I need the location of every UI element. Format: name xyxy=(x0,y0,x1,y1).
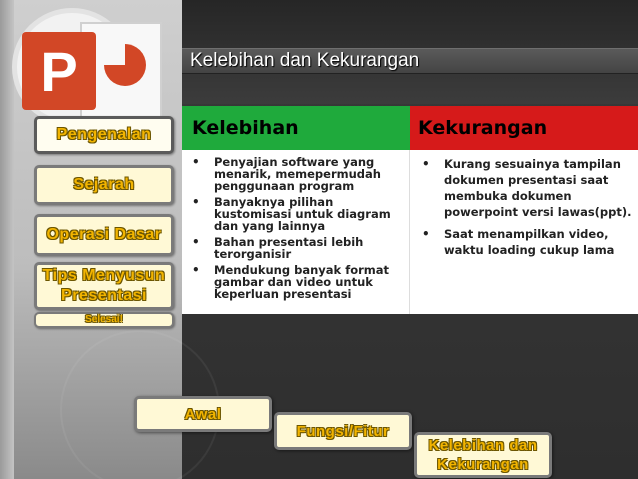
kelebihan-kekurangan-button-label: Kelebihan dan Kekurangan xyxy=(428,437,538,473)
kekurangan-header: Kekurangan xyxy=(410,106,638,150)
bullet: • xyxy=(422,157,430,171)
pie-chart-icon xyxy=(104,44,146,86)
list-item: • Kurang sesuainya tampilan dokumen presentasi saat membuka dokumen powerpoint versi lawas(ppt). xyxy=(422,157,632,219)
kekurangan-list xyxy=(410,150,638,314)
bullet: • xyxy=(192,155,200,169)
awal-button-label: Awal xyxy=(184,405,222,423)
sidebar-item-label: Selesai! xyxy=(85,314,123,325)
sidebar-item-tips-menyusun-presentasi[interactable] xyxy=(34,262,174,310)
bullet: • xyxy=(192,263,200,277)
sidebar-item-pengenalan[interactable] xyxy=(34,116,174,154)
sidebar-item-label: Operasi Dasar xyxy=(46,226,162,243)
bullet: • xyxy=(192,235,200,249)
sidebar-item-label: Pengenalan xyxy=(56,126,152,143)
bullet: • xyxy=(422,227,430,241)
sidebar-item-label: Tips Menyusun Presentasi xyxy=(42,267,166,304)
list-item: • Penyajian software yang menarik, memepermudah penggunaan program xyxy=(192,155,381,193)
sidebar-item-selesai[interactable] xyxy=(34,312,174,328)
sidebar-item-operasi-dasar[interactable] xyxy=(34,214,174,256)
list-item: • Banyaknya pilihan kustomisasi untuk diagram dan yang lainnya xyxy=(192,195,391,233)
list-item: • Bahan presentasi lebih terorganisir xyxy=(192,235,364,261)
sidebar-item-label: Sejarah xyxy=(73,176,135,193)
fungsi-fitur-button[interactable] xyxy=(274,412,412,450)
fungsi-fitur-button-label: Fungsi/Fitur xyxy=(296,422,390,440)
sidebar-item-sejarah[interactable] xyxy=(34,165,174,205)
kelebihan-header: Kelebihan xyxy=(182,106,410,150)
awal-button[interactable] xyxy=(134,396,272,432)
logo-letter: P xyxy=(22,32,96,110)
kelebihan-list xyxy=(182,150,410,314)
powerpoint-icon xyxy=(12,8,170,118)
slide-title: Kelebihan dan Kekurangan xyxy=(190,50,420,71)
list-item: • Mendukung banyak format gambar dan video untuk keperluan presentasi xyxy=(192,263,390,301)
bullet: • xyxy=(192,195,200,209)
kelebihan-kekurangan-button[interactable] xyxy=(414,432,552,478)
list-item: • Saat menampilkan video, waktu loading cukup lama xyxy=(422,227,615,257)
